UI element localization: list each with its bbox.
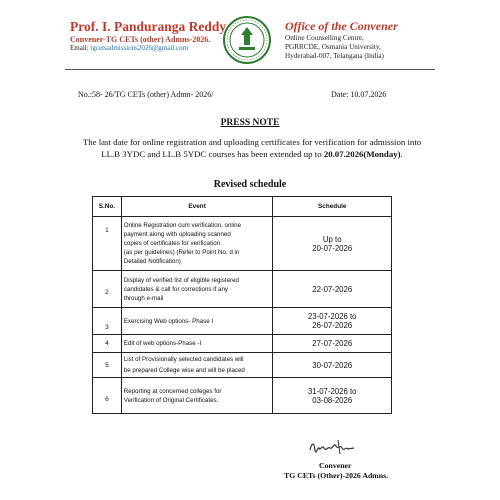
header-event: Event [121, 197, 273, 217]
row-sno: 2 [93, 271, 122, 308]
event-line: through e-mail [123, 294, 164, 302]
event-line: (as per guidelines) (Refer to Point No. d in [123, 249, 240, 256]
event-line: Online Registration cum verification, online [123, 222, 242, 229]
row-schedule [273, 353, 392, 378]
row-sno: 4 [93, 335, 122, 353]
table-row [93, 353, 392, 378]
press-note-title: PRESS NOTE [220, 118, 280, 128]
body-text: The last date for online registration and uploading certificates for verification for admission into LL.B 3YDC and LL.B 5YDC courses has been extended up to [82, 137, 422, 159]
event-line: candidates & call for corrections if any [123, 285, 228, 293]
email-address: tgcetsadmissions2026@gmail.com [90, 44, 189, 52]
email-line [70, 44, 188, 52]
event-line: Detailed Notification) [123, 258, 181, 265]
reference-date: Date: 10.07.2026 [331, 90, 387, 99]
convener-designation: Convener-TG CETs (other) Admns-2026. [70, 35, 211, 44]
signature-image [308, 436, 360, 458]
schedule-table [92, 196, 392, 414]
row-event [121, 308, 273, 335]
row-sno: 5 [93, 353, 122, 378]
office-address-line: Online Counselling Centre, [285, 34, 364, 42]
row-sno: 1 [93, 217, 122, 271]
event-line: Display of verified list of eligible registered [123, 276, 239, 284]
event-line: List of Provisionally selected candidates will [123, 356, 244, 363]
row-sno: 3 [93, 308, 122, 335]
row-sno: 6 [93, 378, 122, 414]
schedule-line: Up to [322, 234, 342, 244]
signoff-title: Convener [319, 461, 352, 470]
row-schedule [273, 271, 392, 308]
header-divider [65, 69, 435, 70]
schedule-line: 20-07-2026 [312, 243, 353, 253]
row-schedule [273, 335, 392, 353]
row-schedule [273, 378, 392, 414]
table-row [93, 335, 392, 353]
table-row [93, 308, 392, 335]
row-event [121, 271, 273, 308]
office-address-line: Hyderabad-007, Telangana (India) [285, 52, 384, 60]
reference-number: No.:58- 26/TG CETs (other) Admn- 2026/ [78, 90, 214, 99]
table-header-row [93, 197, 392, 217]
event-line: Reporting at concerned colleges for [123, 387, 222, 395]
event-line: Edit of web options-Phase -I [123, 340, 202, 347]
schedule-line: 26-07-2026 [312, 321, 353, 330]
schedule-line: 27-07-2026 [312, 339, 353, 348]
schedule-title: Revised schedule [213, 179, 287, 190]
schedule-line: 30-07-2026 [312, 360, 353, 370]
header-schedule: Schedule [273, 197, 392, 217]
event-line: be prepared College wise and will be placed [123, 367, 245, 374]
schedule-line: 23-07-2026 to [307, 312, 357, 321]
body-text-end: . [400, 148, 403, 159]
convener-name: Prof. I. Panduranga Reddy [70, 19, 227, 34]
event-line: payment along with uploading scanned [123, 231, 231, 238]
university-logo [222, 15, 272, 65]
header-sno: S.No. [93, 197, 122, 217]
event-line: copies of certificates for verification [123, 240, 221, 247]
schedule-line: 22-07-2026 [312, 284, 353, 294]
office-address-line: PGRRCDE, Osmania University, [285, 43, 381, 51]
body-date: 20.07.2026(Monday) [323, 148, 401, 159]
table-row [93, 271, 392, 308]
signoff-line: TG CETs (Other)-2026 Admns. [284, 471, 389, 480]
event-line: Verification of Original Certificates. [123, 396, 219, 404]
row-schedule [273, 308, 392, 335]
row-event [121, 335, 273, 353]
event-line: Exercising Web options- Phase I [123, 317, 214, 325]
email-label: Email: [70, 44, 89, 52]
office-title: Office of the Convener [285, 19, 398, 33]
row-schedule [273, 217, 392, 271]
press-note-body [76, 137, 428, 160]
row-event [121, 353, 273, 378]
table-row [93, 217, 392, 271]
table-row [93, 378, 392, 414]
schedule-line: 31-07-2026 to [307, 386, 357, 396]
schedule-line: 03-08-2026 [312, 395, 353, 405]
row-event [121, 217, 273, 271]
row-event [121, 378, 273, 414]
